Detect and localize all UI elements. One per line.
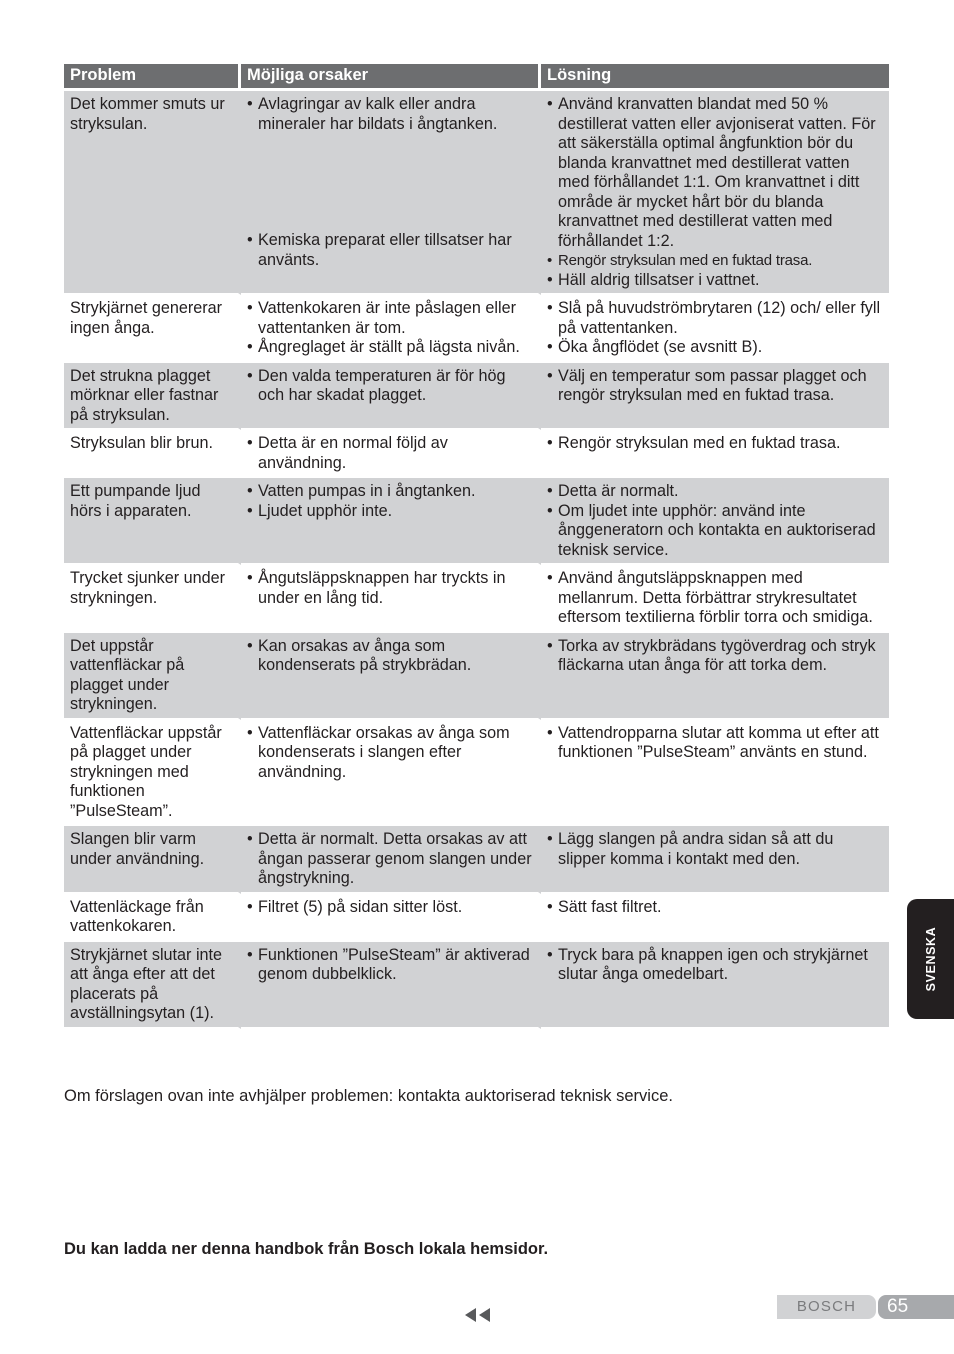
cause-item: • Ljudet upphör inte. bbox=[247, 502, 532, 522]
table-row bbox=[64, 565, 889, 633]
causes-cell bbox=[241, 633, 541, 720]
causes-cell bbox=[241, 363, 541, 431]
solution-cell bbox=[541, 720, 889, 827]
problem-cell: Trycket sjunker under strykningen. bbox=[64, 565, 241, 633]
causes-cell bbox=[241, 826, 541, 894]
solution-item: • Slå på huvudströmbrytaren (12) och/ eller fyll på vattentanken. bbox=[547, 299, 883, 338]
problem-cell: Ett pumpande ljud hörs i apparaten. bbox=[64, 478, 241, 565]
cause-item: • Ångutsläppsknappen har tryckts in under en lång tid. bbox=[247, 569, 532, 608]
solution-item: • Torka av strykbrädans tygöverdrag och stryk fläckarna utan ånga för att torka dem. bbox=[547, 637, 883, 676]
problem-cell: Det strukna plagget mörknar eller fastnar på stryksulan. bbox=[64, 363, 241, 431]
solution-cell bbox=[541, 565, 889, 633]
header-solution: Lösning bbox=[541, 64, 889, 91]
cause-item: • Filtret (5) på sidan sitter löst. bbox=[247, 898, 532, 918]
solution-cell bbox=[541, 633, 889, 720]
brand-label: BOSCH bbox=[777, 1295, 876, 1319]
problem-cell: Strykjärnet genererar ingen ånga. bbox=[64, 295, 241, 363]
causes-cell bbox=[241, 91, 541, 295]
solution-cell bbox=[541, 478, 889, 565]
solution-cell bbox=[541, 295, 889, 363]
causes-cell bbox=[241, 430, 541, 478]
table-row bbox=[64, 633, 889, 720]
solution-item: • Använd kranvatten blandat med 50 % destillerat vatten eller avjoniserat vatten. För att säkerställa optimal ångfunktion bör du blanda kranvattnet med destillerat vatten med förhållandet 1:1. Om kranvattnet i ditt område är mycket hårt bör du blanda kranvattnet med destillerat vatten med förhållandet 1:2. bbox=[547, 95, 883, 251]
solution-item: • Öka ångflödet (se avsnitt B). bbox=[547, 338, 883, 358]
download-note: Du kan ladda ner denna handbok från Bosch lokala hemsidor. bbox=[64, 1240, 549, 1258]
solution-item: • Sätt fast filtret. bbox=[547, 898, 883, 918]
cause-item: • Avlagringar av kalk eller andra mineraler har bildats i ångtanken. bbox=[247, 95, 532, 134]
table-row bbox=[64, 826, 889, 894]
solution-item: • Välj en temperatur som passar plagget och rengör stryksulan med en fuktad trasa. bbox=[547, 367, 883, 406]
solution-cell bbox=[541, 942, 889, 1029]
cause-item: • Funktionen ”PulseSteam” är aktiverad genom dubbelklick. bbox=[247, 946, 532, 985]
table-header-row bbox=[64, 64, 889, 91]
solution-cell bbox=[541, 91, 889, 295]
causes-cell bbox=[241, 565, 541, 633]
causes-cell bbox=[241, 894, 541, 942]
cause-item: • Detta är normalt. Detta orsakas av att ångan passerar genom slangen under ångstrykning. bbox=[247, 830, 532, 889]
solution-item: • Rengör stryksulan med en fuktad trasa. bbox=[547, 251, 883, 271]
solution-cell bbox=[541, 894, 889, 942]
cause-item: • Detta är en normal följd av användning. bbox=[247, 434, 532, 473]
table-row bbox=[64, 478, 889, 565]
problem-cell: Vattenfläckar uppstår på plagget under strykningen med funktionen ”PulseSteam”. bbox=[64, 720, 241, 827]
table-row bbox=[64, 91, 889, 295]
header-causes: Möjliga orsaker bbox=[241, 64, 541, 91]
solution-cell bbox=[541, 826, 889, 894]
problem-cell: Stryksulan blir brun. bbox=[64, 430, 241, 478]
solution-item: • Rengör stryksulan med en fuktad trasa. bbox=[547, 434, 883, 454]
solution-item: • Tryck bara på knappen igen och strykjärnet slutar ånga omedelbart. bbox=[547, 946, 883, 985]
table-row bbox=[64, 295, 889, 363]
cause-item: • Den valda temperaturen är för hög och har skadat plagget. bbox=[247, 367, 532, 406]
solution-item: • Häll aldrig tillsatser i vattnet. bbox=[547, 271, 883, 291]
solution-item: • Detta är normalt. bbox=[547, 482, 883, 502]
problem-cell: Strykjärnet slutar inte att ånga efter att det placerats på avställningsytan (1). bbox=[64, 942, 241, 1029]
causes-cell bbox=[241, 720, 541, 827]
solution-item: • Vattendropparna slutar att komma ut efter att funktionen ”PulseSteam” använts en stund. bbox=[547, 724, 883, 763]
solution-item: • Lägg slangen på andra sidan så att du slipper komma i kontakt med den. bbox=[547, 830, 883, 869]
table-row bbox=[64, 942, 889, 1029]
service-note: Om förslagen ovan inte avhjälper problemen: kontakta auktoriserad teknisk service. bbox=[64, 1087, 673, 1105]
cause-item: • Kemiska preparat eller tillsatser har använts. bbox=[247, 231, 532, 270]
table-row bbox=[64, 430, 889, 478]
table-row bbox=[64, 363, 889, 431]
double-left-arrow-icon[interactable] bbox=[464, 1307, 492, 1323]
causes-cell bbox=[241, 295, 541, 363]
cause-item: • Vatten pumpas in i ångtanken. bbox=[247, 482, 532, 502]
problem-cell: Vattenläckage från vattenkokaren. bbox=[64, 894, 241, 942]
solution-item: • Använd ångutsläppsknappen med mellanrum. Detta förbättrar strykresultatet eftersom textilierna förblir torra och smidiga. bbox=[547, 569, 883, 628]
language-tab bbox=[907, 899, 954, 1019]
cause-item: • Kan orsakas av ånga som kondenserats på strykbrädan. bbox=[247, 637, 532, 676]
causes-cell bbox=[241, 942, 541, 1029]
causes-cell bbox=[241, 478, 541, 565]
cause-item: • Vattenfläckar orsakas av ånga som kondenserats i slangen efter användning. bbox=[247, 724, 532, 783]
page-number: 65 bbox=[878, 1295, 954, 1319]
solution-item: • Om ljudet inte upphör: använd inte ånggeneratorn och kontakta en auktoriserad teknisk service. bbox=[547, 502, 883, 561]
table-row bbox=[64, 720, 889, 827]
language-label: SVENSKA bbox=[923, 926, 938, 992]
table-row bbox=[64, 894, 889, 942]
troubleshooting-table bbox=[64, 64, 889, 1029]
problem-cell: Det uppstår vattenfläckar på plagget under strykningen. bbox=[64, 633, 241, 720]
cause-item: • Vattenkokaren är inte påslagen eller vattentanken är tom. bbox=[247, 299, 532, 338]
problem-cell: Det kommer smuts ur stryksulan. bbox=[64, 91, 241, 295]
solution-cell bbox=[541, 363, 889, 431]
problem-cell: Slangen blir varm under användning. bbox=[64, 826, 241, 894]
header-problem: Problem bbox=[64, 64, 241, 91]
cause-item: • Ångreglaget är ställt på lägsta nivån. bbox=[247, 338, 532, 358]
solution-cell bbox=[541, 430, 889, 478]
